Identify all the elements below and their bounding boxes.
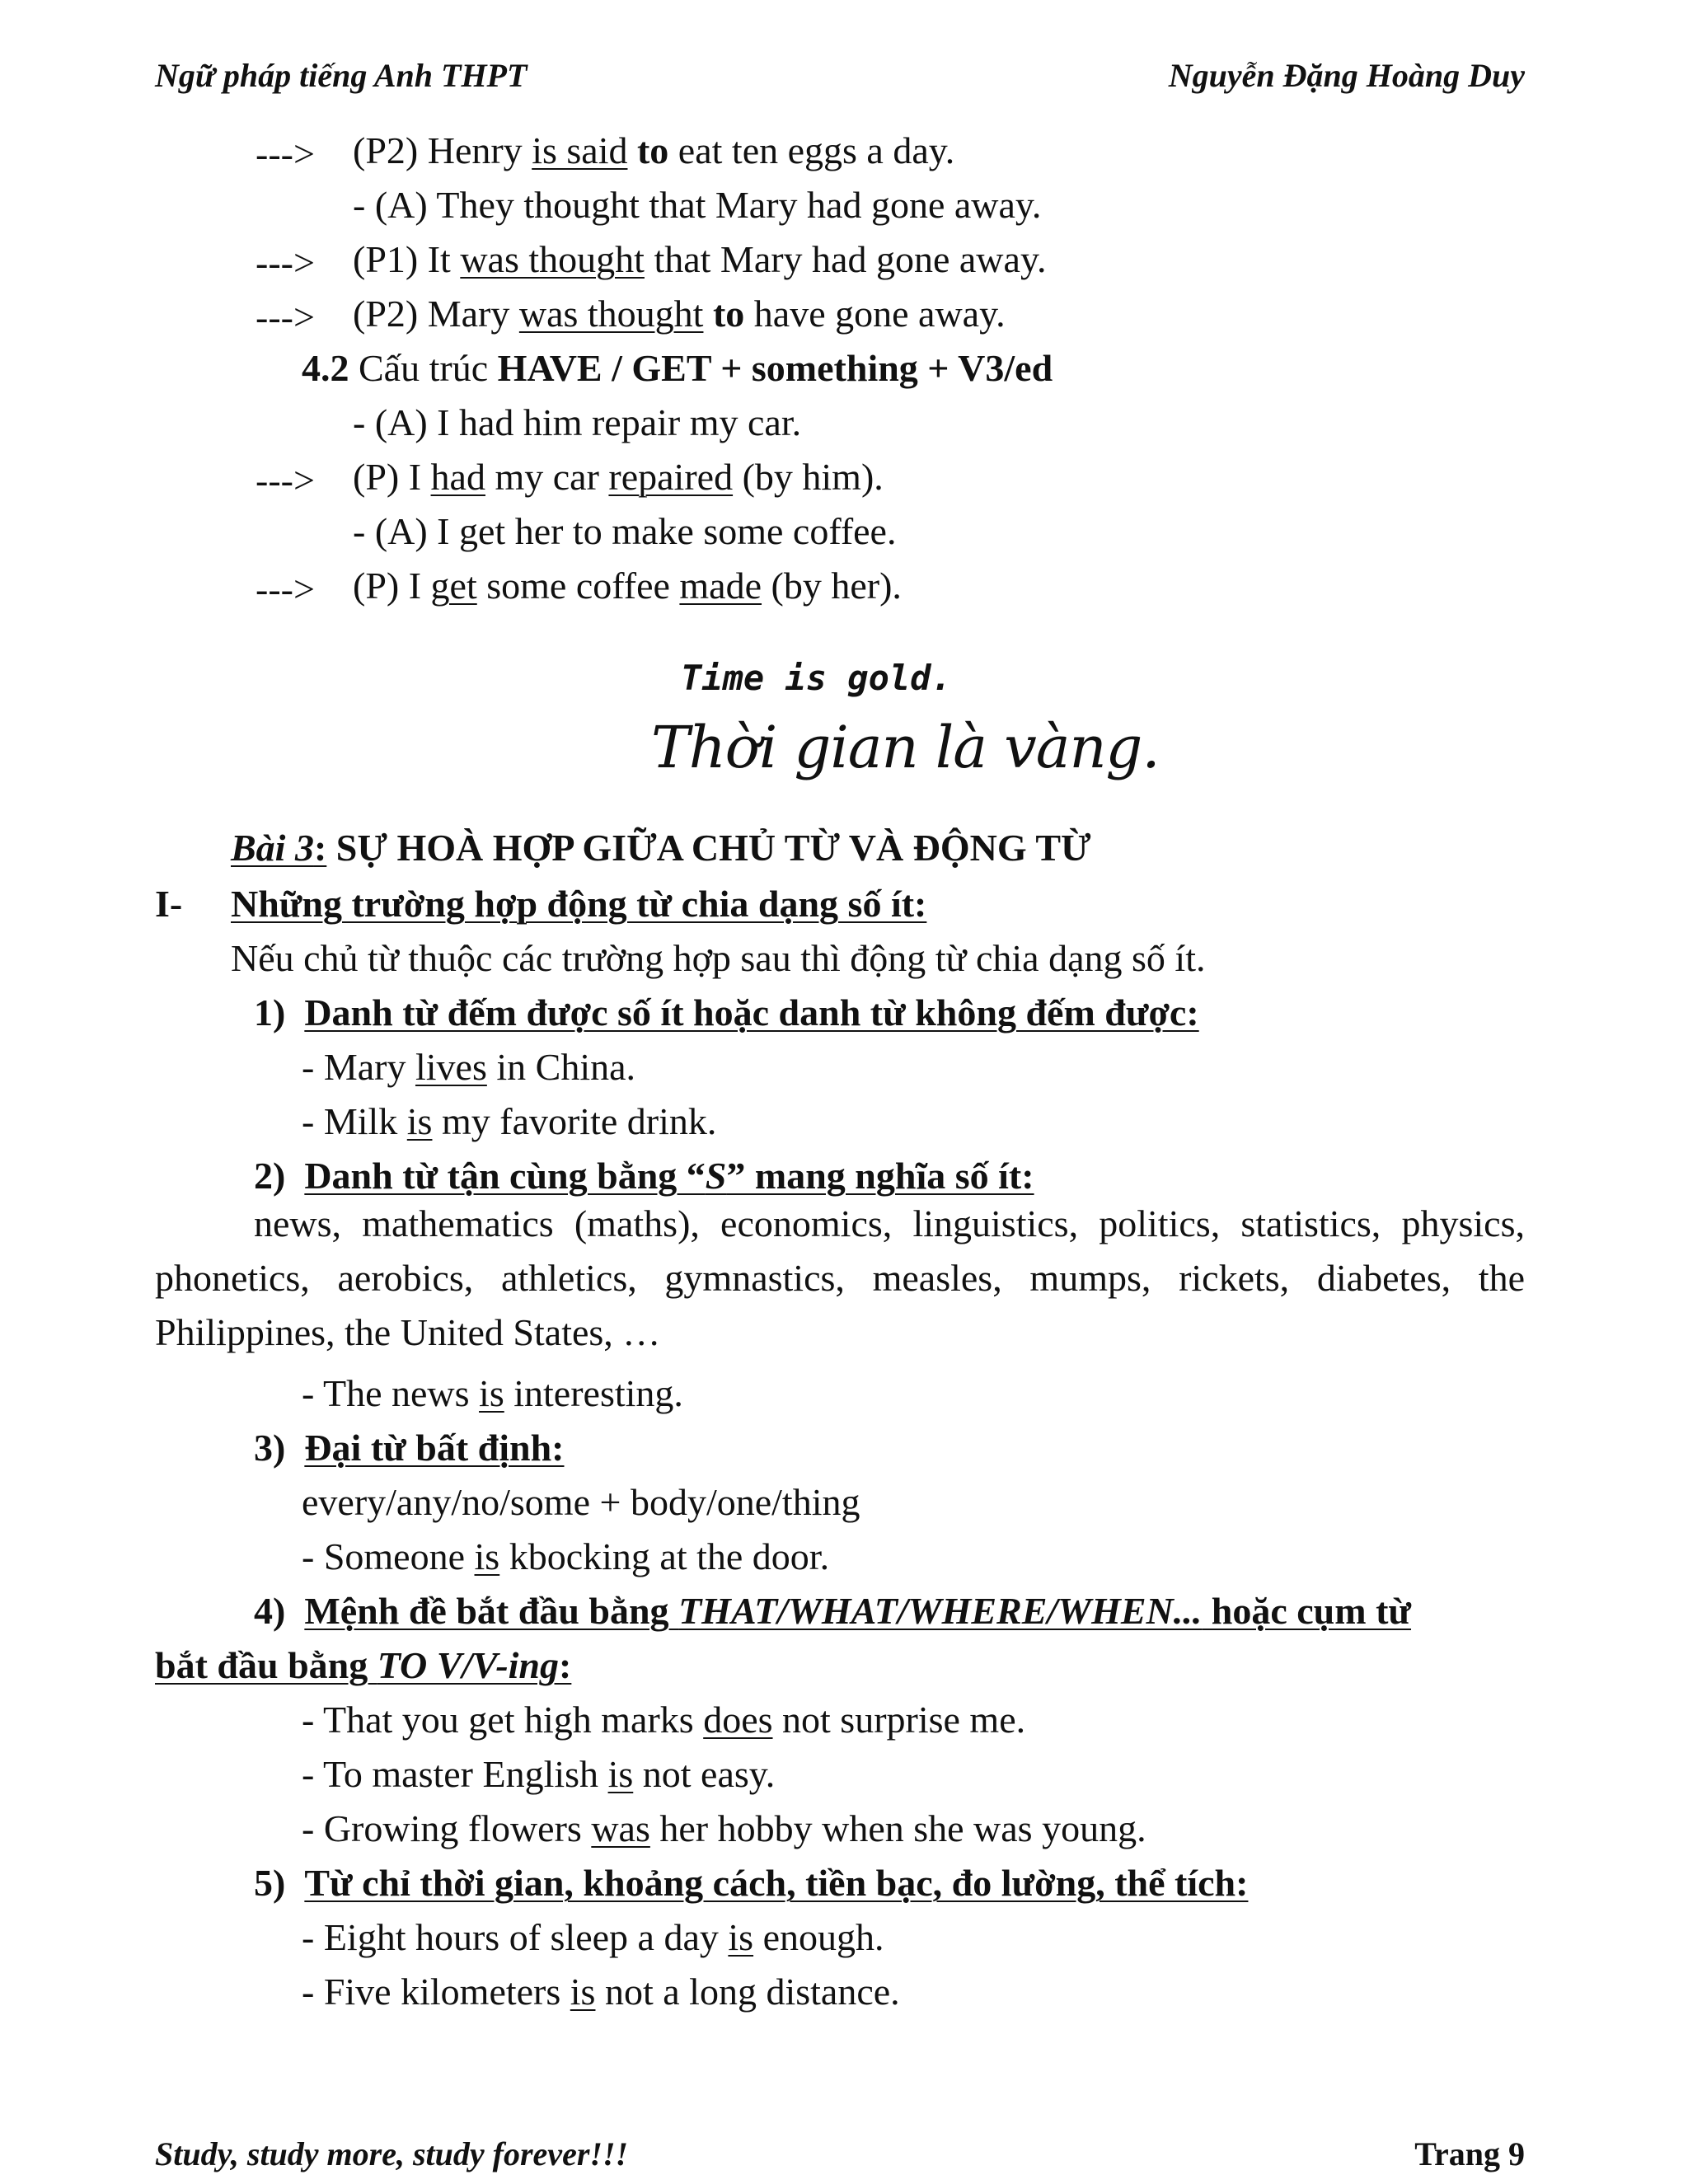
- rule-heading-continued: bắt đầu bằng TO V/V-ing:: [155, 1644, 572, 1686]
- arrow: --->: [256, 133, 315, 175]
- rule-heading: 5) Từ chỉ thời gian, khoảng cách, tiền bạc, đo lường, thể tích:: [254, 1862, 1249, 1904]
- quote-english: Time is gold.: [681, 658, 952, 698]
- footer-motto: Study, study more, study forever!!!: [155, 2135, 629, 2172]
- section-description: Nếu chủ từ thuộc các trường hợp sau thì động từ chia dạng số ít.: [231, 937, 1206, 979]
- arrow: --->: [256, 459, 315, 501]
- example-line: (P) I get some coffee made (by her).: [353, 565, 902, 607]
- rule-heading: 2) Danh từ tận cùng bằng “S” mang nghĩa số ít:: [254, 1155, 1034, 1197]
- quote-vietnamese: Thời gian là vàng.: [651, 714, 1160, 781]
- example-line: - Someone is kbocking at the door.: [302, 1535, 830, 1577]
- example-line: - The news is interesting.: [302, 1372, 683, 1414]
- word-list: news, mathematics (maths), economics, linguistics, politics, statistics, physics, phonetics, aerobics, athletics, gymnastics, measles, mumps, rickets, diabetes, the Philippines, the United States, …: [155, 1202, 1525, 1353]
- example-line: (P2) Mary was thought to have gone away.: [353, 293, 1006, 335]
- rule-heading: 1) Danh từ đếm được số ít hoặc danh từ không đếm được:: [254, 991, 1199, 1033]
- example-line: - To master English is not easy.: [302, 1753, 776, 1795]
- pattern-line: every/any/no/some + body/one/thing: [302, 1481, 860, 1523]
- example-line: - Milk is my favorite drink.: [302, 1100, 717, 1142]
- arrow: --->: [256, 296, 315, 338]
- example-line: - That you get high marks does not surprise me.: [302, 1699, 1026, 1741]
- example-line: - Eight hours of sleep a day is enough.: [302, 1916, 884, 1958]
- example-line: (P) I had my car repaired (by him).: [353, 456, 884, 498]
- example-line: (P1) It was thought that Mary had gone away.: [353, 238, 1047, 280]
- example-line: - (A) I had him repair my car.: [353, 401, 802, 443]
- example-line: - (A) I get her to make some coffee.: [353, 510, 897, 552]
- subsection-heading: 4.2 Cấu trúc HAVE / GET + something + V3/ed: [302, 347, 1053, 389]
- example-line: - Five kilometers is not a long distance.: [302, 1971, 900, 2013]
- header-author: Nguyễn Đặng Hoàng Duy: [1168, 57, 1525, 94]
- lesson-title: Bài 3: SỰ HOÀ HỢP GIỮA CHỦ TỪ VÀ ĐỘNG TỪ: [231, 827, 1091, 869]
- example-line: - Mary lives in China.: [302, 1046, 636, 1088]
- header-title: Ngữ pháp tiếng Anh THPT: [155, 57, 528, 94]
- section-title: Những trường hợp động từ chia dạng số ít:: [231, 883, 927, 925]
- example-line: - Growing flowers was her hobby when she was young.: [302, 1807, 1146, 1849]
- page-number: Trang 9: [1414, 2135, 1525, 2172]
- arrow: --->: [256, 568, 315, 610]
- example-line: - (A) They thought that Mary had gone away.: [353, 184, 1042, 226]
- example-line: (P2) Henry is said to eat ten eggs a day.: [353, 129, 955, 171]
- section-number: I-: [155, 883, 183, 925]
- arrow: --->: [256, 241, 315, 284]
- rule-heading: 4) Mệnh đề bắt đầu bằng THAT/WHAT/WHERE/WHEN... hoặc cụm từ: [254, 1590, 1412, 1632]
- rule-heading: 3) Đại từ bất định:: [254, 1427, 565, 1469]
